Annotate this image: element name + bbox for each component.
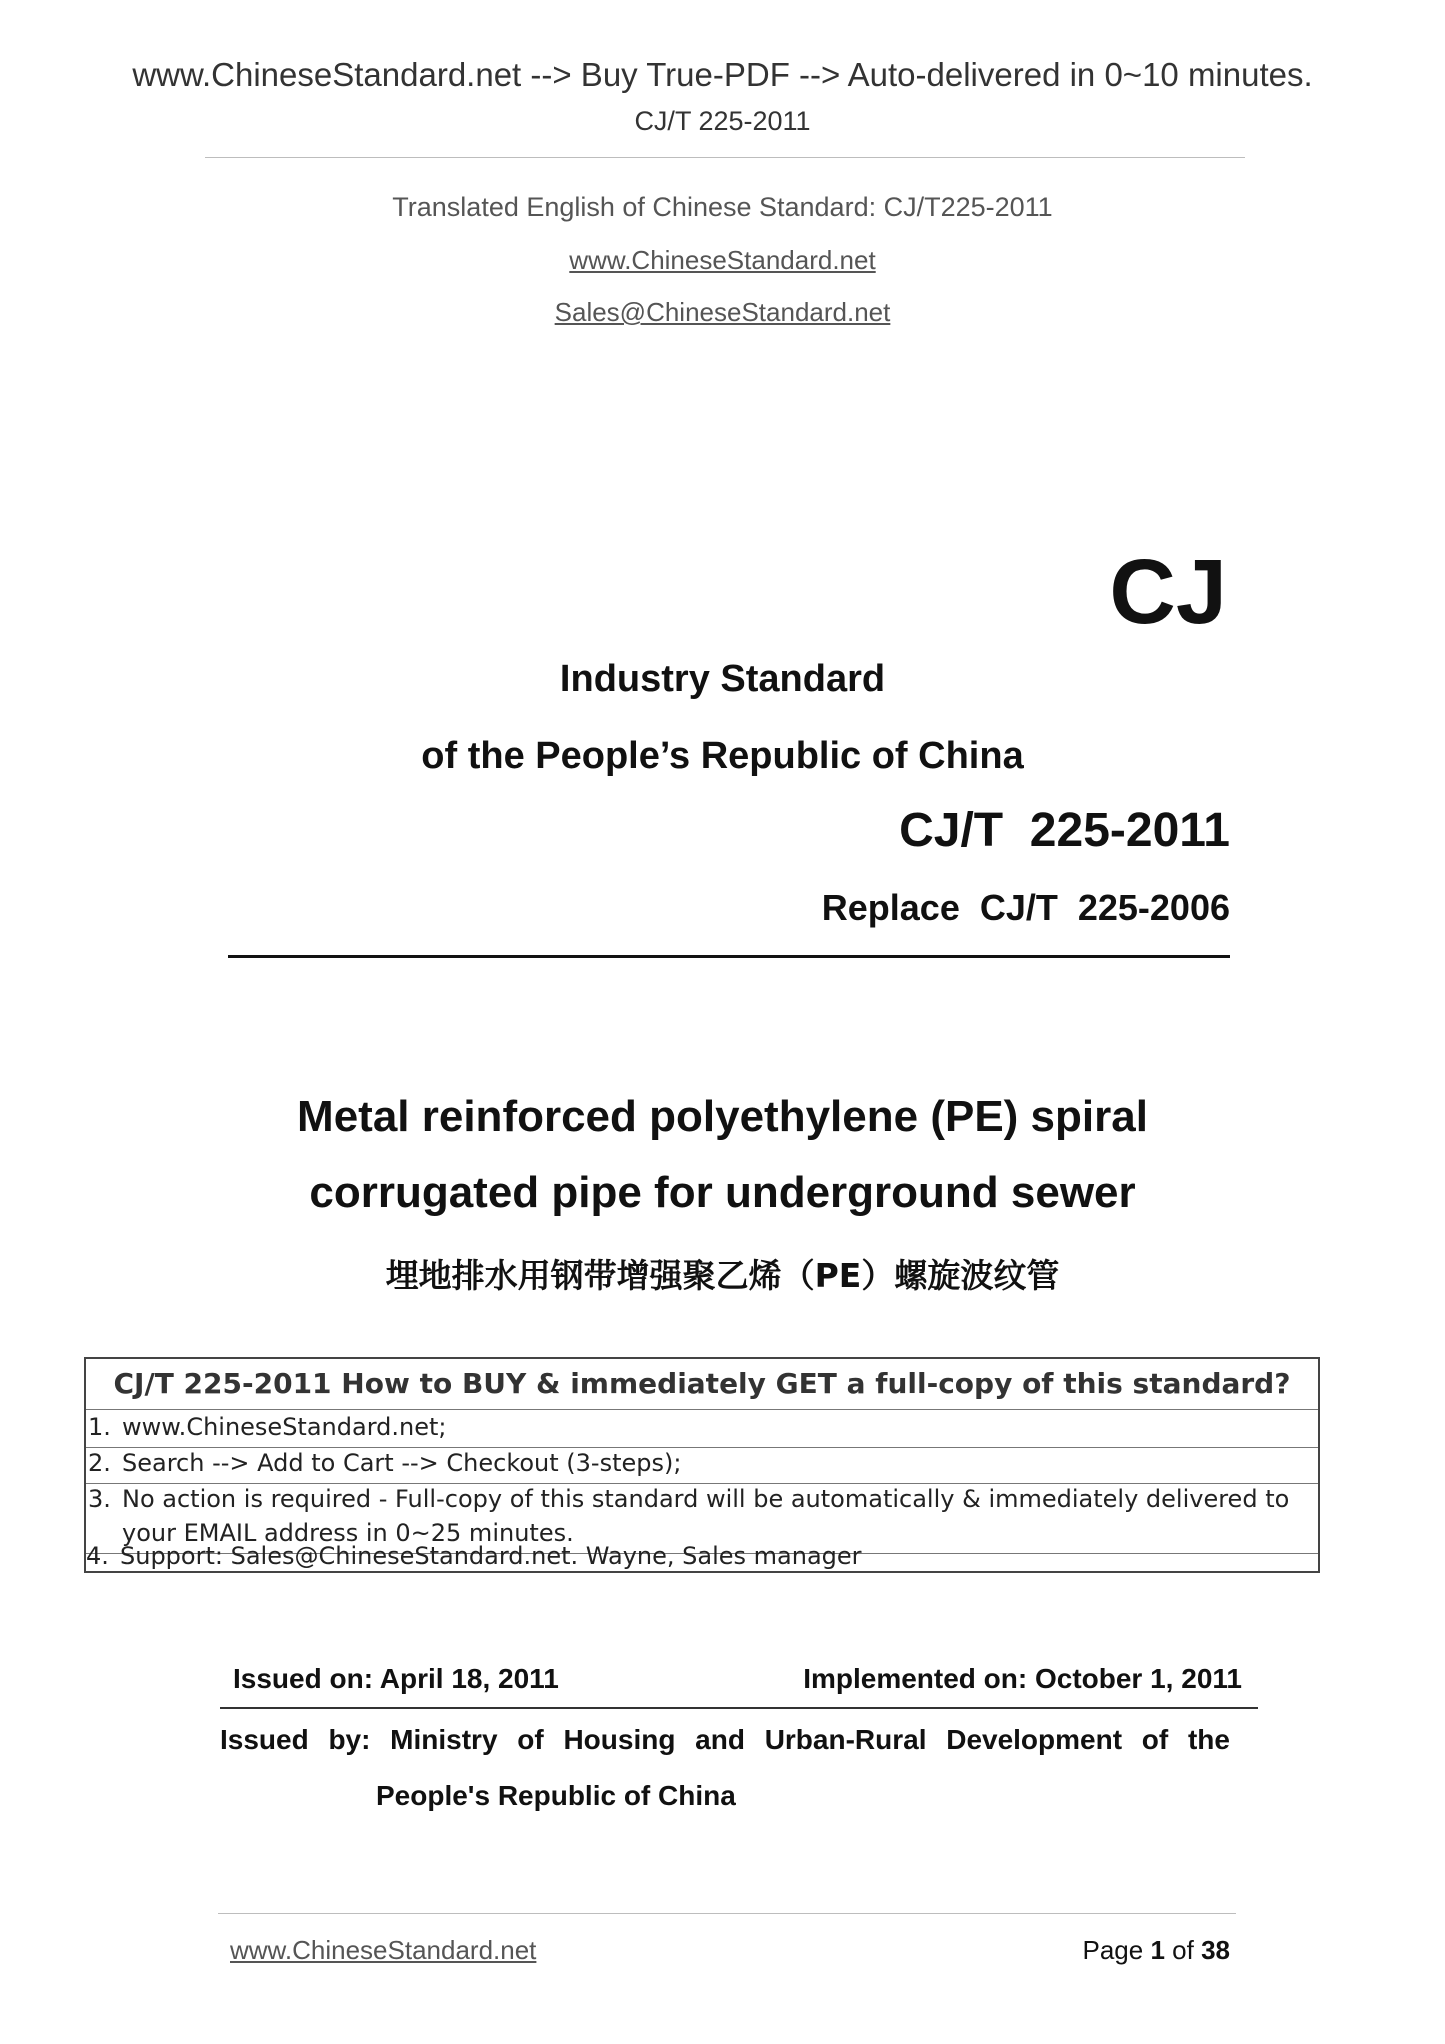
email-link-row [0, 297, 1445, 328]
issued-by-word: and [695, 1724, 745, 1755]
buy-step-text: your EMAIL address in 0~25 minutes. [122, 1519, 574, 1547]
buy-step-text[interactable]: www.ChineseStandard.net; [122, 1413, 447, 1441]
header-divider [205, 157, 1245, 158]
replace-line: Replace CJ/T 225-2006 [821, 887, 1230, 928]
page-of: of [1172, 1935, 1194, 1965]
issued-by-word: Housing [563, 1724, 676, 1755]
buy-box-divider [86, 1483, 1318, 1484]
issued-on-date: Issued on: April 18, 2011 [233, 1663, 559, 1694]
buy-step-text: No action is required - Full-copy of this standard will be automatically & immediately delivered to [122, 1485, 1290, 1513]
buy-step-text: Search --> Add to Cart --> Checkout (3-steps); [122, 1449, 682, 1477]
document-title-line1: Metal reinforced polyethylene (PE) spiral [297, 1092, 1148, 1141]
issued-by-line1 [220, 1724, 1230, 1756]
buy-step-number: 2. [88, 1449, 111, 1477]
issued-by-word: of [1141, 1724, 1169, 1755]
issued-by-word: the [1187, 1724, 1230, 1755]
buy-instructions-box [84, 1357, 1320, 1573]
website-link[interactable]: www.ChineseStandard.net [569, 245, 876, 275]
document-title-chinese: 埋地排水用钢带增强聚乙烯（PE）螺旋波纹管 [385, 1256, 1060, 1295]
issued-by-word: Urban-Rural [764, 1724, 927, 1755]
cj-mark: CJ [1109, 541, 1227, 643]
title-divider [228, 955, 1230, 958]
implemented-on-date: Implemented on: October 1, 2011 [803, 1663, 1242, 1694]
issued-by-line2: People's Republic of China [376, 1780, 736, 1811]
industry-standard-heading: Industry Standard [559, 658, 886, 700]
page-current: 1 [1150, 1935, 1165, 1965]
page-number [1082, 1935, 1230, 1966]
issued-by-word: Issued [220, 1724, 309, 1755]
issued-by-word: Ministry [390, 1724, 498, 1755]
buy-step-text[interactable]: Support: Sales@ChineseStandard.net. Wayne, Sales manager [120, 1542, 862, 1570]
buy-box-divider [86, 1447, 1318, 1448]
header-standard-code: CJ/T 225-2011 [634, 106, 811, 136]
sales-email-link[interactable]: Sales@ChineseStandard.net [554, 297, 891, 327]
buy-box-heading: CJ/T 225-2011 How to BUY & immediately GET a full-copy of this standard? [113, 1367, 1291, 1400]
issue-divider [220, 1707, 1258, 1709]
translation-line: Translated English of Chinese Standard: CJ/T225-2011 [392, 192, 1053, 222]
website-link-row [0, 245, 1445, 276]
footer-divider [218, 1913, 1236, 1914]
buy-box-divider [86, 1409, 1318, 1410]
top-banner: www.ChineseStandard.net --> Buy True-PDF --> Auto-delivered in 0~10 minutes. [132, 56, 1313, 93]
issued-by-word: of [517, 1724, 544, 1755]
document-title-line2: corrugated pipe for underground sewer [309, 1168, 1136, 1217]
page-prefix: Page [1082, 1935, 1144, 1965]
buy-step-number: 4. [86, 1542, 109, 1570]
issued-by-word: by: [328, 1724, 371, 1755]
footer-website-link[interactable]: www.ChineseStandard.net [230, 1935, 537, 1965]
buy-step-number: 3. [88, 1485, 111, 1513]
standard-number: CJ/T 225-2011 [899, 804, 1230, 857]
country-heading: of the People’s Republic of China [421, 735, 1024, 777]
buy-step-number: 1. [88, 1413, 111, 1441]
page-total: 38 [1201, 1935, 1230, 1965]
issued-by-word: Development [946, 1724, 1123, 1755]
